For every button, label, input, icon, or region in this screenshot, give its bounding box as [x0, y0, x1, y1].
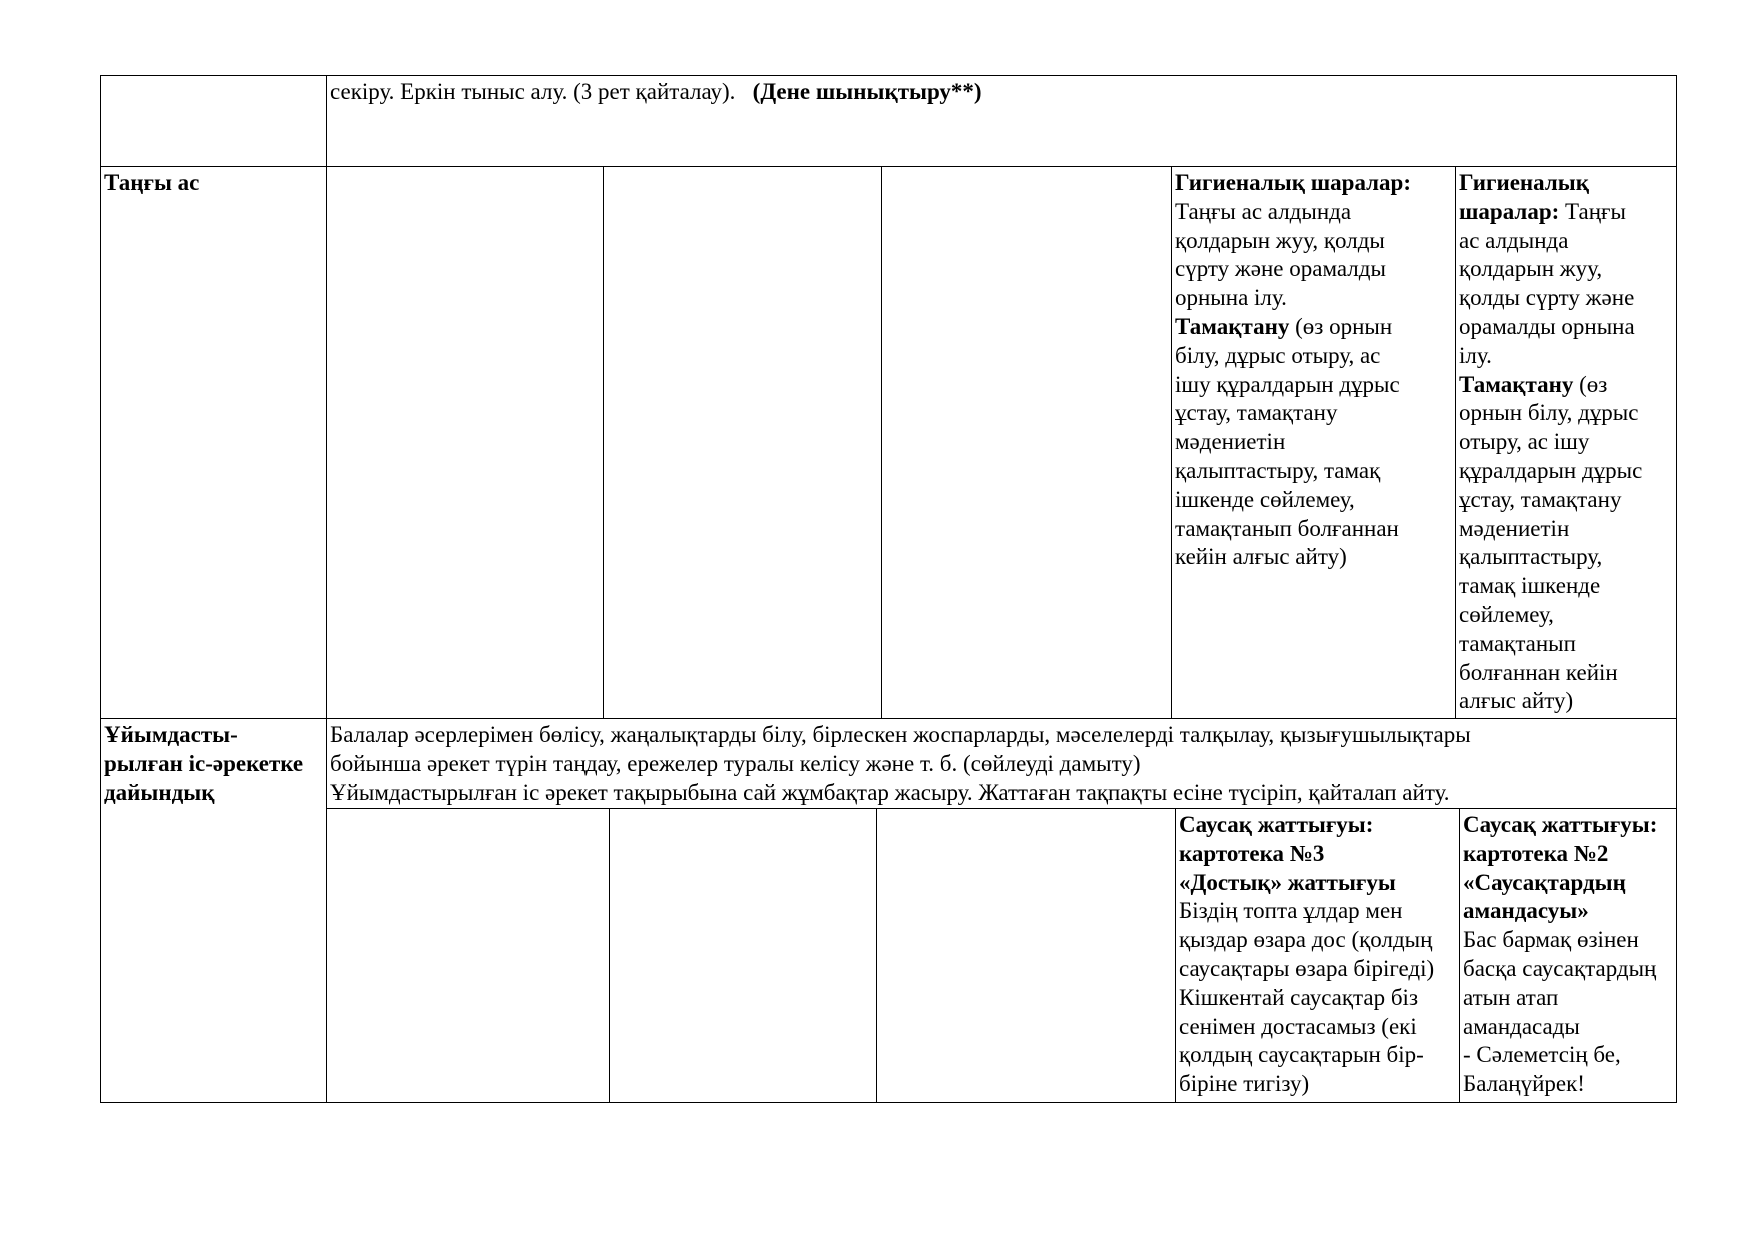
text-segment: атын атап: [1463, 984, 1559, 1010]
text-segment: сүрту және орамалды: [1175, 256, 1386, 282]
text-segment: орнын білу, дұрыс: [1459, 400, 1639, 426]
text-line: [1459, 515, 1674, 544]
breakfast-day4-cell: [1171, 166, 1456, 719]
text-line: [1459, 169, 1674, 198]
text-segment: алғыс айту): [1459, 688, 1574, 714]
row1-text: секіру. Еркін тыныс алу. (3 рет қайталау).: [330, 79, 736, 104]
text-segment: кейін алғыс айту): [1175, 544, 1347, 570]
text-segment: сөйлемеу,: [1459, 601, 1554, 627]
text-line: [1179, 840, 1457, 869]
bold-segment: картотека №3: [1179, 840, 1325, 866]
text-segment: қолды сүрту және: [1459, 285, 1635, 311]
text-segment: Таңғы: [1559, 198, 1626, 224]
text-line: [1175, 255, 1453, 284]
text-segment: қолдарын жуу, қолды: [1175, 227, 1385, 253]
bold-segment: шаралар:: [1459, 198, 1560, 224]
text-segment: орамалды орнына: [1459, 313, 1635, 339]
text-segment: ұстау, тамақтану: [1459, 486, 1622, 512]
text-segment: қолдың саусақтарын бір-: [1179, 1042, 1424, 1068]
bold-segment: «Саусақтардың: [1463, 869, 1626, 895]
text-segment: біріне тигізу): [1179, 1071, 1310, 1097]
text-segment: тамақтанып болғаннан: [1175, 515, 1399, 541]
text-line: [1175, 515, 1453, 544]
text-line: [1459, 572, 1674, 601]
bold-segment: «Достық» жаттығуы: [1179, 869, 1396, 895]
text-segment: Бас бармақ өзінен: [1463, 927, 1639, 953]
bold-segment: Гигиеналық: [1459, 170, 1589, 195]
text-line: [1463, 897, 1674, 926]
prep-day4-cell: [1175, 808, 1460, 1103]
text-line: [1179, 869, 1457, 898]
prep-day3-cell: [876, 808, 1176, 1103]
prep-day4-text: [1179, 811, 1457, 1099]
text-line: [1179, 1070, 1457, 1099]
breakfast-day3-cell: [881, 166, 1172, 719]
text-segment: ұстау, тамақтану: [1175, 400, 1338, 426]
text-segment: ас алдында: [1459, 227, 1569, 253]
text-segment: отыру, ас ішу: [1459, 429, 1590, 455]
text-line: [1179, 926, 1457, 955]
prep-label-cell: [100, 718, 327, 1103]
breakfast-day5-cell: [1455, 166, 1677, 719]
prep-day2-cell: [609, 808, 877, 1103]
text-segment: (өз орнын: [1289, 313, 1393, 339]
text-line: [1459, 255, 1674, 284]
text-segment: ішкенде сөйлемеу,: [1175, 486, 1355, 512]
text-line: [1463, 1013, 1674, 1042]
prep-general-line-1: Балалар әсерлерімен бөлісу, жаңалықтарды білу, бірлескен жоспарларды, мәселелерді талқылау, қызығушылықтары: [330, 722, 1471, 747]
text-line: [1459, 601, 1674, 630]
text-line: [1459, 428, 1674, 457]
breakfast-day1-cell: [326, 166, 604, 719]
text-line: [1175, 227, 1453, 256]
text-segment: орнына ілу.: [1175, 285, 1287, 311]
bold-segment: Саусақ жаттығуы:: [1179, 812, 1374, 837]
text-segment: қалыптастыру, тамақ: [1175, 457, 1381, 483]
row1-label-cell: [100, 75, 327, 167]
text-line: [1459, 227, 1674, 256]
text-line: [1175, 486, 1453, 515]
text-segment: мәдениетін: [1175, 429, 1286, 455]
text-segment: - Сәлеметсің бе,: [1463, 1042, 1621, 1068]
text-line: [1459, 659, 1674, 688]
prep-day5-cell: [1459, 808, 1677, 1103]
text-segment: құралдарын дұрыс: [1459, 457, 1643, 483]
prep-general-line-3: Ұйымдастырылған іс әрекет тақырыбына сай жұмбақтар жасыру. Жаттаған тақпақты есіне түсіріп, қайталап айту.: [330, 779, 1450, 805]
text-line: [1463, 955, 1674, 984]
text-segment: Балаңүйрек!: [1463, 1071, 1585, 1097]
prep-day5-text: [1463, 811, 1674, 1099]
text-line: [1463, 811, 1674, 840]
text-segment: қалыптастыру,: [1459, 544, 1603, 570]
text-line: [1463, 926, 1674, 955]
text-line: [1179, 811, 1457, 840]
bold-segment: амандасуы»: [1463, 898, 1589, 924]
text-line: [1175, 169, 1453, 198]
prep-label-line-1: Ұйымдасты-: [104, 722, 238, 747]
text-line: [1459, 486, 1674, 515]
schedule-table: [100, 75, 1677, 1103]
text-line: [1179, 955, 1457, 984]
text-line: [1459, 313, 1674, 342]
row1-bold-note: (Дене шынықтыру**): [752, 79, 982, 104]
text-segment: мәдениетін: [1459, 515, 1570, 541]
text-segment: ілу.: [1459, 342, 1492, 368]
text-line: [1459, 371, 1674, 400]
breakfast-label-cell: [100, 166, 327, 719]
text-line: [1175, 342, 1453, 371]
text-line: [1463, 840, 1674, 869]
text-line: [1459, 630, 1674, 659]
text-line: [1175, 284, 1453, 313]
bold-segment: Саусақ жаттығуы:: [1463, 812, 1658, 837]
text-segment: қолдарын жуу,: [1459, 256, 1603, 282]
text-line: [1463, 1070, 1674, 1099]
prep-general-cell: [326, 718, 1677, 809]
prep-label-line-2: рылған іс-әрекетке: [104, 750, 304, 776]
row1-content-cell: [326, 75, 1677, 167]
text-segment: (өз: [1573, 371, 1608, 397]
text-line: [1175, 371, 1453, 400]
text-segment: тамақтанып: [1459, 630, 1576, 656]
text-segment: амандасады: [1463, 1013, 1580, 1039]
text-line: [1459, 342, 1674, 371]
text-line: [1175, 198, 1453, 227]
breakfast-day5-text: [1459, 169, 1674, 716]
text-segment: басқа саусақтардың: [1463, 955, 1657, 981]
text-line: [1175, 543, 1453, 572]
text-segment: Таңғы ас алдында: [1175, 198, 1352, 224]
text-line: [1175, 313, 1453, 342]
text-line: [1459, 687, 1674, 716]
text-line: [1459, 543, 1674, 572]
bold-segment: Тамақтану: [1459, 371, 1574, 397]
breakfast-label: Таңғы ас: [104, 170, 200, 195]
text-segment: ішу құралдарын дұрыс: [1175, 371, 1400, 397]
text-line: [1175, 399, 1453, 428]
text-line: [1175, 428, 1453, 457]
text-segment: болғаннан кейін: [1459, 659, 1618, 685]
breakfast-day4-text: [1175, 169, 1453, 572]
text-segment: білу, дұрыс отыру, ас: [1175, 342, 1381, 368]
text-line: [1175, 457, 1453, 486]
text-line: [1179, 897, 1457, 926]
text-segment: қыздар өзара дос (қолдың: [1179, 927, 1433, 953]
text-segment: Біздің топта ұлдар мен: [1179, 898, 1403, 924]
text-line: [1179, 1041, 1457, 1070]
prep-label-line-3: дайындық: [104, 779, 215, 805]
text-line: [1463, 1041, 1674, 1070]
text-line: [1459, 399, 1674, 428]
bold-segment: Тамақтану: [1175, 313, 1290, 339]
text-line: [1459, 457, 1674, 486]
text-line: [1459, 284, 1674, 313]
text-segment: саусақтары өзара бірігеді): [1179, 955, 1435, 981]
text-line: [1179, 984, 1457, 1013]
text-segment: тамақ ішкенде: [1459, 573, 1601, 599]
text-line: [1463, 869, 1674, 898]
prep-general-line-2: бойынша әрекет түрін таңдау, ережелер туралы келісу және т. б. (сөйлеуді дамыту): [330, 750, 1141, 776]
text-line: [1459, 198, 1674, 227]
text-line: [1463, 984, 1674, 1013]
bold-segment: картотека №2: [1463, 840, 1609, 866]
bold-segment: Гигиеналық шаралар:: [1175, 170, 1411, 195]
text-segment: Кішкентай саусақтар біз: [1179, 984, 1419, 1010]
text-line: [1179, 1013, 1457, 1042]
prep-day1-cell: [326, 808, 610, 1103]
breakfast-day2-cell: [603, 166, 882, 719]
text-segment: сенімен достасамыз (екі: [1179, 1013, 1417, 1039]
